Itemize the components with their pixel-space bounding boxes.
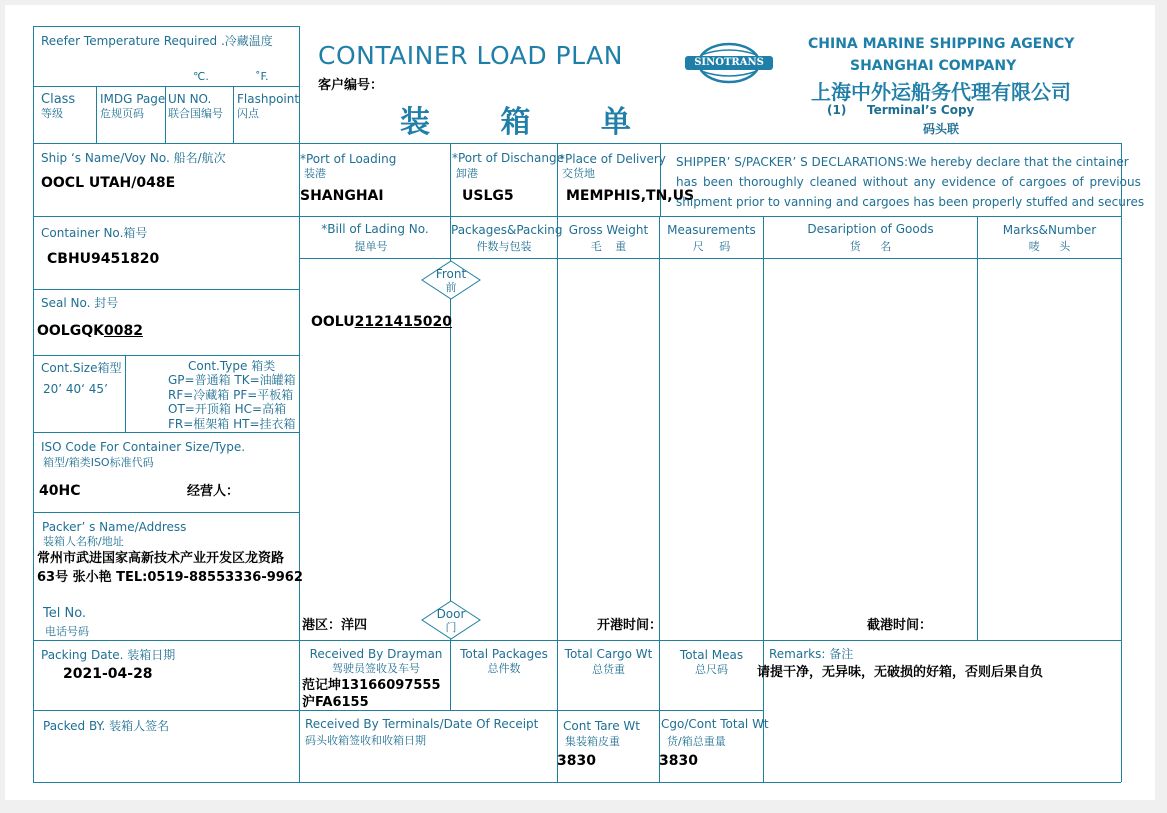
cutoff-time-label: 截港时间： (867, 618, 933, 633)
front-label: Front (435, 267, 467, 281)
door-marker (421, 600, 481, 640)
drayman-plate: 沪FA6155 (302, 695, 369, 710)
packer-name-label: Packer’ s Name/Address (42, 520, 187, 534)
port-of-discharge-label: *Port of Dischange (452, 151, 564, 165)
copy-number: (1) (827, 103, 847, 117)
class-label: Class (41, 92, 76, 107)
packer-name-label-cn: 装箱人名称/地址 (43, 535, 124, 548)
declaration-line1: SHIPPER’ S/PACKER’ S DECLARATIONS:We hereby declare that the cintainer (676, 155, 1129, 169)
cont-tare-weight-value: 3830 (557, 753, 596, 769)
agency-name-cn: 上海中外运船务代理有限公司 (811, 80, 1071, 104)
celsius-unit: ℃. (193, 70, 209, 83)
container-no-value: CBHU9451820 (47, 251, 160, 267)
packer-address-line2: 63号 张小艳 TEL:0519-88553336-9962 (37, 570, 303, 585)
packing-date-value: 2021-04-28 (63, 666, 153, 682)
gross-weight-label: Gross Weight (568, 223, 649, 237)
ship-name-value: OOCL UTAH/048E (41, 175, 176, 191)
ship-name-label: Ship ‘s Name/Voy No. 船名/航次 (41, 151, 226, 165)
document-title: CONTAINER LOAD PLAN (318, 41, 623, 70)
cont-type-label: Cont.Type 箱类 (188, 359, 276, 373)
customer-no-label: 客户编号： (318, 78, 384, 93)
flashpoint-label-cn: 闪点 (237, 107, 259, 120)
description-of-goods-label-cn: 货 名 (849, 240, 892, 253)
packing-date-label: Packing Date. 装箱日期 (41, 648, 176, 662)
declaration-line3: shipment prior to vanning and cargoes has been properly stuffed and secures (676, 195, 1145, 209)
bill-of-lading-value (311, 314, 452, 331)
marks-number-label: Marks&Number (1002, 223, 1097, 237)
measurements-label-cn: 尺 码 (692, 240, 731, 253)
drayman-contact: 范记坤13166097555 (302, 678, 441, 693)
bill-of-lading-prefix: OOLU (311, 314, 355, 330)
port-area: 港区：洋四 (302, 618, 368, 633)
total-cargo-weight-label-cn: 总货重 (592, 663, 625, 676)
document-title-cn: 装 箱 单 (400, 105, 661, 140)
packages-packing-label-cn: 件数与包装 (476, 240, 532, 253)
agency-name-line2: SHANGHAI COMPANY (850, 58, 1017, 74)
packed-by-label: Packed BY. 装箱人签名 (43, 719, 170, 733)
remarks-value: 请提干净，无异味，无破损的好箱，否则后果自负 (757, 665, 1044, 680)
flashpoint-label: Flashpoint (237, 92, 300, 106)
cont-type-row: OT=开顶箱 HC=高箱 (168, 402, 287, 416)
open-time-label: 开港时间： (597, 618, 663, 633)
bill-of-lading-suffix: 2121415020 (354, 314, 453, 330)
port-of-loading-value: SHANGHAI (300, 188, 384, 204)
copy-label: Terminal’s Copy (867, 103, 975, 117)
imdg-page-label: IMDG Page (100, 92, 166, 106)
total-weight-value: 3830 (659, 753, 698, 769)
un-no-label-cn: 联合国编号 (168, 107, 223, 120)
cont-type-row: FR=框架箱 HT=挂衣箱 (168, 417, 296, 431)
seal-no-value (37, 323, 143, 340)
copy-label-cn: 码头联 (923, 122, 960, 136)
seal-no-label: Seal No. 封号 (41, 296, 119, 310)
un-no-label: UN NO. (168, 92, 212, 106)
port-of-discharge-value: USLG5 (462, 188, 514, 204)
remarks-label: Remarks: 备注 (769, 647, 854, 661)
door-label: Door (436, 607, 466, 621)
bill-of-lading-label-cn: 提单号 (354, 240, 388, 253)
seal-no-prefix: OOLGQK (37, 323, 104, 339)
packages-packing-label: Packages&Packing (451, 223, 563, 237)
cont-size-options: 20’ 40‘ 45’ (43, 382, 108, 396)
gross-weight-label-cn: 毛 重 (590, 240, 627, 253)
total-measurement-label-cn: 总尺码 (695, 663, 728, 676)
agency-name-line1: CHINA MARINE SHIPPING AGENCY (808, 36, 1075, 52)
imdg-page-label-cn: 危规页码 (100, 107, 144, 120)
place-of-delivery-label-cn: 交货地 (562, 167, 595, 180)
sinotrans-logo (683, 41, 775, 85)
class-label-cn: 等级 (41, 107, 63, 120)
received-by-drayman-label-cn: 驾驶员签收及车号 (332, 662, 420, 675)
fahrenheit-unit: ˚F. (255, 70, 269, 83)
iso-code-label-cn: 箱型/箱类ISO标准代码 (43, 456, 154, 469)
place-of-delivery-label: *Place of Delivery (559, 152, 666, 166)
cont-tare-weight-label-cn: 集装箱皮重 (565, 735, 620, 748)
packer-address-line1: 常州市武进国家高新技术产业开发区龙资路 (37, 551, 285, 566)
declaration-line2: has been thoroughly cleaned without any evidence of cargoes of previous (676, 175, 1141, 189)
cont-tare-weight-label: Cont Tare Wt (563, 719, 640, 733)
container-no-label: Container No.箱号 (41, 226, 148, 240)
description-of-goods-label: Desaription of Goods (807, 222, 934, 236)
place-of-delivery-value: MEMPHIS,TN,US (566, 188, 695, 204)
tel-no-label-cn: 电话号码 (45, 625, 89, 638)
logo-text: SINOTRANS (694, 57, 764, 68)
seal-no-suffix: 0082 (103, 323, 143, 339)
tel-no-label: Tel No. (43, 606, 87, 621)
total-packages-label-cn: 总件数 (487, 662, 521, 675)
marks-number-label-cn: 唛 头 (1028, 240, 1071, 253)
iso-code-label: ISO Code For Container Size/Type. (41, 440, 246, 454)
cont-type-row: GP=普通箱 TK=油罐箱 (168, 373, 296, 387)
total-measurement-label: Total Meas (679, 648, 744, 662)
received-by-drayman-label: Received By Drayman (309, 647, 443, 661)
total-weight-label-cn: 货/箱总重量 (667, 735, 726, 748)
door-label-cn: 门 (445, 621, 457, 634)
front-marker (421, 260, 481, 300)
measurements-label: Measurements (667, 223, 756, 237)
port-of-discharge-label-cn: 卸港 (456, 167, 478, 180)
operator-label: 经营人： (187, 484, 240, 499)
total-weight-label: Cgo/Cont Total Wt (661, 717, 769, 731)
port-of-loading-label: *Port of Loading (300, 152, 397, 166)
container-load-plan-page (5, 5, 1155, 800)
terminal-receipt-label: Received By Terminals/Date Of Receipt (305, 717, 539, 731)
terminal-receipt-label-cn: 码头收箱签收和收箱日期 (305, 734, 426, 747)
bill-of-lading-label: *Bill of Lading No. (321, 222, 429, 236)
cont-type-row: RF=冷藏箱 PF=平板箱 (168, 388, 294, 402)
front-label-cn: 前 (445, 281, 457, 294)
iso-code-value: 40HC (39, 483, 81, 499)
port-of-loading-label-cn: 装港 (304, 167, 326, 180)
total-cargo-weight-label: Total Cargo Wt (564, 647, 653, 661)
reefer-temperature-label: Reefer Temperature Required .冷藏温度 (41, 34, 273, 48)
cont-size-label: Cont.Size箱型 (41, 361, 122, 375)
total-packages-label: Total Packages (460, 647, 548, 661)
